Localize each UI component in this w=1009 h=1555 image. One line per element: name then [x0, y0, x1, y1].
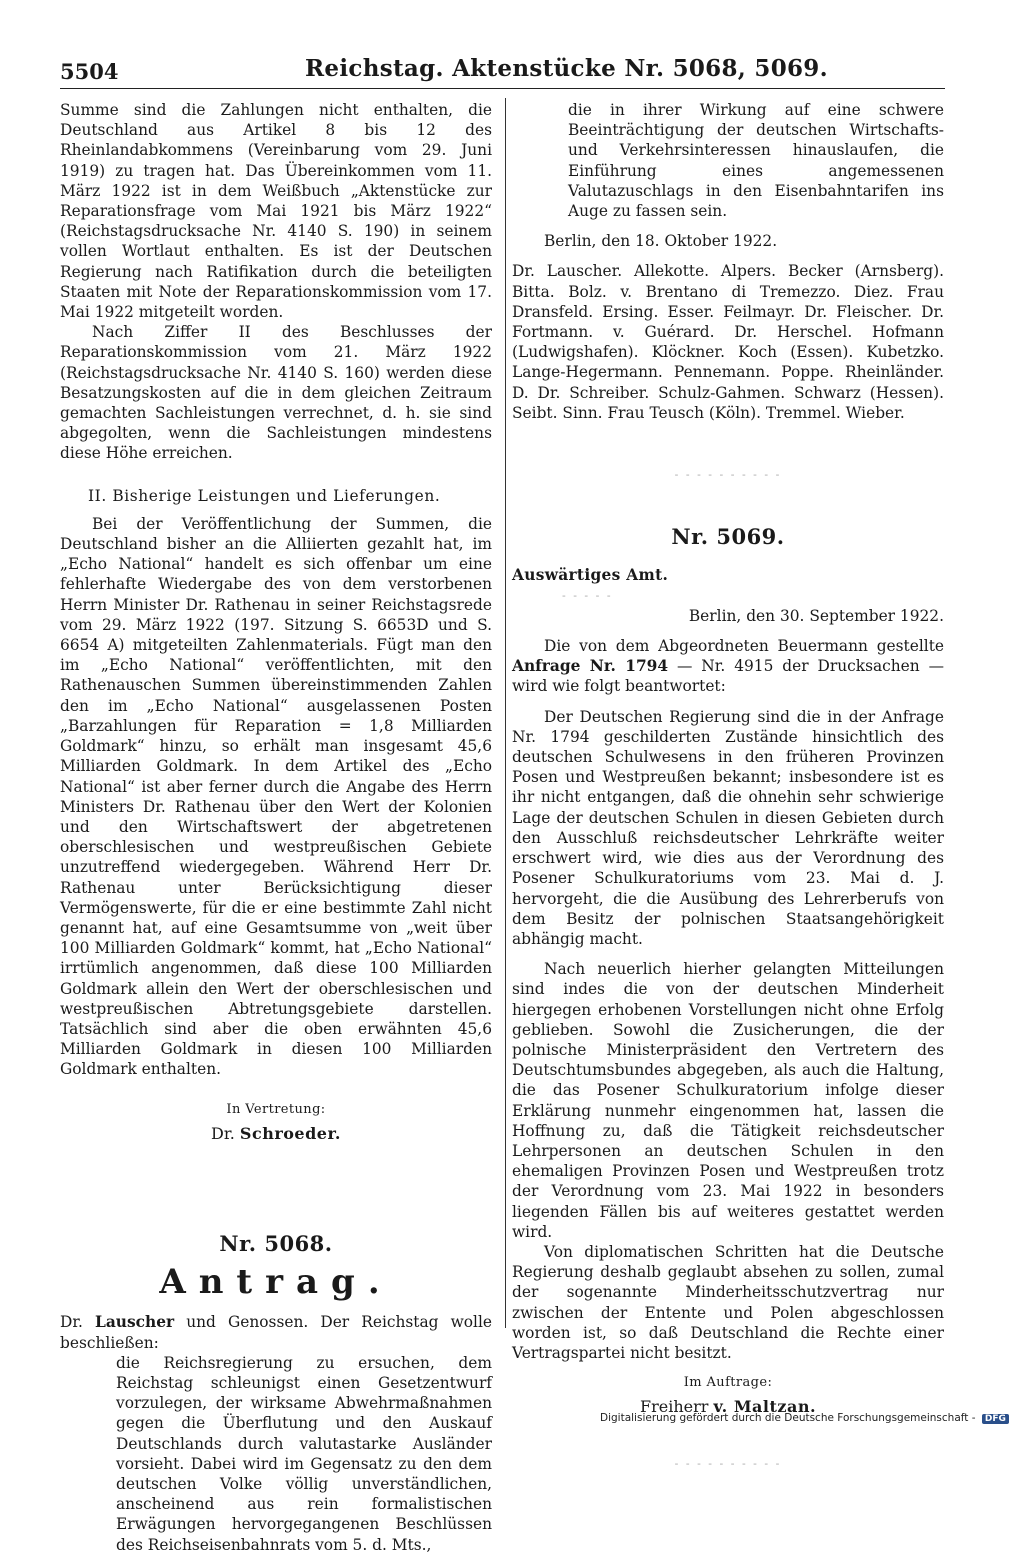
antrag-intro-rest: und Genossen. Der Reichstag wolle beschließen: [60, 1313, 492, 1352]
separator: - - - - - - - - - - [674, 1456, 782, 1470]
antrag-name: Lauscher [95, 1313, 175, 1332]
paragraph: Von diplomatischen Schritten hat die Deutsche Regierung deshalb geglaubt absehen zu sollen, zumal der sogenannte Minderheitsschutzvertrag nur zwischen der Entente und Polen abgeschlossen worden ist, so daß Deutschland die Rechte einer Vertragspartei nicht besitzt. [512, 1242, 944, 1362]
separator: - - - - - - - - - - [674, 468, 782, 482]
signature-name: Schroeder. [239, 1123, 341, 1143]
antrag-intro [60, 1312, 492, 1352]
anfrage-end: — Nr. 4915 der Drucksachen — wird wie folgt beantwortet: [512, 657, 944, 696]
footer-text: Digitalisierung gefördert durch die Deutsche Forschungsgemeinschaft - [600, 1412, 976, 1424]
footer-credit [600, 1412, 1006, 1424]
paragraph: Nach Ziffer II des Beschlusses der Reparationskommission vom 21. März 1922 (Reichstagsdrucksache Nr. 4140 S. 160) werden diese Besatzungskosten auf die in dem gleichen Zeitraum gemachten Sachleistungen verrechnet, d. h. sie sind abgegolten, wenn die Sachleistungen mindestens diese Höhe erreichen. [60, 323, 492, 463]
motion-paragraph: die in ihrer Wirkung auf eine schwere Beeinträchtigung der deutschen Wirtschafts- und Verkehrsinteressen hinauslaufen, die Einführung eines angemessenen Valutazuschlags in den Eisenbahntarifen ins Auge zu fassen sein. [568, 101, 944, 221]
section-heading: II. Bisherige Leistungen und Lieferungen. [88, 486, 441, 505]
motion-text [116, 1353, 492, 1555]
signature [60, 1124, 492, 1144]
antrag-prefix: Dr. [60, 1313, 83, 1332]
left-column [60, 100, 492, 1555]
motion-paragraph: die Reichsregierung zu ersuchen, dem Reichstag schleunigst einen Gesetzentwurf vorzulegen, der wirksame Abwehrmaßnahmen gegen die Überflutung und den Auskauf Deutschlands durch valutastarke Ausländer vorsieht. Dabei wird im Gegensatz zu den dem deutschen Volke völlig unverständlichen, anscheinend aus rein formalistischen Erwägungen hervorgegangenen Beschlüssen des Reichseisenbahnrats vom 5. d. Mts., [116, 1353, 492, 1554]
motion-text-continued [568, 100, 944, 221]
anfrage-paragraph [512, 636, 944, 697]
separator: - - - - - [562, 588, 613, 602]
signature-label: Im Auftrage: [683, 1375, 773, 1391]
header-rule [60, 88, 945, 89]
anfrage-label: Anfrage Nr. 1794 [512, 657, 669, 676]
place-date: Berlin, den 18. Oktober 1922. [544, 232, 778, 251]
signature-label: In Vertretung: [226, 1101, 326, 1117]
signatories-list: Dr. Lauscher. Allekotte. Alpers. Becker (Arnsberg). Bitta. Bolz. v. Brentano di Tremezzo. Diez. Frau Dransfeld. Ersing. Esser. Feilmayr. Dr. Fleischer. Dr. Fortmann. v. Guérard. Dr. Herschel. Hofmann (Ludwigshafen). Klöckner. Koch (Essen). Kubetzko. Lange-Hegermann. Pennemann. Poppe. Rheinländer. D. Dr. Schreiber. Schulz-Gahmen. Schwarz (Hessen). Seibt. Sinn. Frau Teusch (Köln). Tremmel. Wieber. [512, 262, 944, 422]
document-number-5068: Nr. 5068. [219, 1230, 333, 1256]
paragraph: Der Deutschen Regierung sind die in der Anfrage Nr. 1794 geschilderten Zustände hinsichtlich des deutschen Schulwesens in den früheren Provinzen Posen und Westpreußen bekannt; insbesondere ist es ihr nicht entgangen, daß die ohnehin sehr schwierige Lage der deutschen Schulen in diesen Gebieten durch den Ausschluß reichsdeutscher Lehrkräfte weiter erschwert wird, wie dies aus der Verordnung des Posener Schulkuratoriums vom 23. Mai d. J. hervorgeht, die die Ausübung des Lehrerberufs von dem Besitz der polnischen Staatsangehörigkeit abhängig macht. [512, 707, 944, 948]
place-date: Berlin, den 30. September 1922. [688, 606, 944, 625]
paragraph: Summe sind die Zahlungen nicht enthalten, die Deutschland aus Artikel 8 bis 12 des Rheinlandabkommens (Vereinbarung vom 29. Juni 1919) zu tragen hat. Das Übereinkommen vom 11. März 1922 ist in dem Weißbuch „Aktenstücke zur Reparationsfrage vom Mai 1921 bis März 1922“ (Reichstagsdrucksache Nr. 4140 S. 190) in seinem vollen Wortlaut enthalten. Es ist der Deutschen Regierung nach Ratifikation durch die beteiligten Staaten mit Note der Reparationskommission vom 17. Mai 1922 mitgeteilt worden. [60, 101, 492, 322]
signature-prefix: Dr. [210, 1123, 235, 1143]
page-number: 5504 [60, 59, 119, 84]
page-header [60, 55, 945, 87]
running-title: Reichstag. Aktenstücke Nr. 5068, 5069. [305, 55, 828, 82]
paragraph: Nach neuerlich hierher gelangten Mitteilungen sind indes die von der deutschen Minderheit hiergegen erhobenen Vorstellungen nicht ohne Erfolg geblieben. Sowohl die Zusicherungen, die der polnische Ministerpräsident den Vertretern des Deutschtumsbundes abgegeben, als auch die Haltung, die das Posener Schulkuratorium infolge dieser Erklärung nunmehr eingenommen hat, lassen die Hoffnung zu, daß die Tätigkeit reichsdeutscher Lehrpersonen an deutschen Schulen in den ehemaligen Provinzen Posen und Westpreußen trotz der Verordnung vom 23. Mai 1922 in besonders liegenden Fällen bis auf weiteres gestattet werden wird. [512, 960, 944, 1241]
signature-name: v. Maltzan. [713, 1397, 817, 1417]
antrag-title: Antrag. [159, 1262, 393, 1303]
column-divider [505, 98, 506, 1328]
signature-prefix: Freiherr [639, 1397, 709, 1417]
dfg-logo-icon: DFG [982, 1414, 1009, 1424]
paragraph: Bei der Veröffentlichung der Summen, die Deutschland bisher an die Alliierten gezahlt hat, im „Echo National“ handelt es sich offenbar um eine fehlerhafte Wiedergabe des von dem verstorbenen Herrn Minister Dr. Rathenau in seiner Reichstagsrede vom 29. März 1922 (197. Sitzung S. 6653D und S. 6654 A) mitgeteilten Zahlenmaterials. Fügt man den im „Echo National“ veröffentlichten, mit den Rathenauschen Summen übereinstimmenden Zahlen den im „Echo National“ ausgelassenen Posten „Barzahlungen für Reparation = 1,8 Milliarden Goldmark“ hinzu, so erhält man insgesamt 45,6 Milliarden Goldmark. In dem Artikel des „Echo National“ ist aber ferner durch die Angabe des Herrn Ministers Dr. Rathenau über den Wert der Kolonien und den Wirtschaftswert der abgetretenen oberschlesischen und westpreußischen Gebiete unzutreffend wiedergegeben. Während Herr Dr. Rathenau unter Berücksichtigung dieser Vermögenswerte, für die er eine bestimmte Zahl nicht genannt hat, auf eine Gesamtsumme von „weit über 100 Milliarden Goldmark“ kommt, hat „Echo National“ irrtümlich angenommen, daß diese 100 Milliarden Goldmark allein den Wert der oberschlesischen und westpreußischen Abtretungsgebiete darstellen. Tatsächlich sind aber die oben erwähnten 45,6 Milliarden Goldmark in diesen 100 Milliarden Goldmark enthalten. [60, 514, 492, 1079]
department: Auswärtiges Amt. [512, 566, 669, 585]
right-column [512, 100, 944, 1474]
document-number-5069: Nr. 5069. [671, 524, 785, 550]
anfrage-start: Die von dem Abgeordneten Beuermann gestellte [544, 637, 944, 656]
